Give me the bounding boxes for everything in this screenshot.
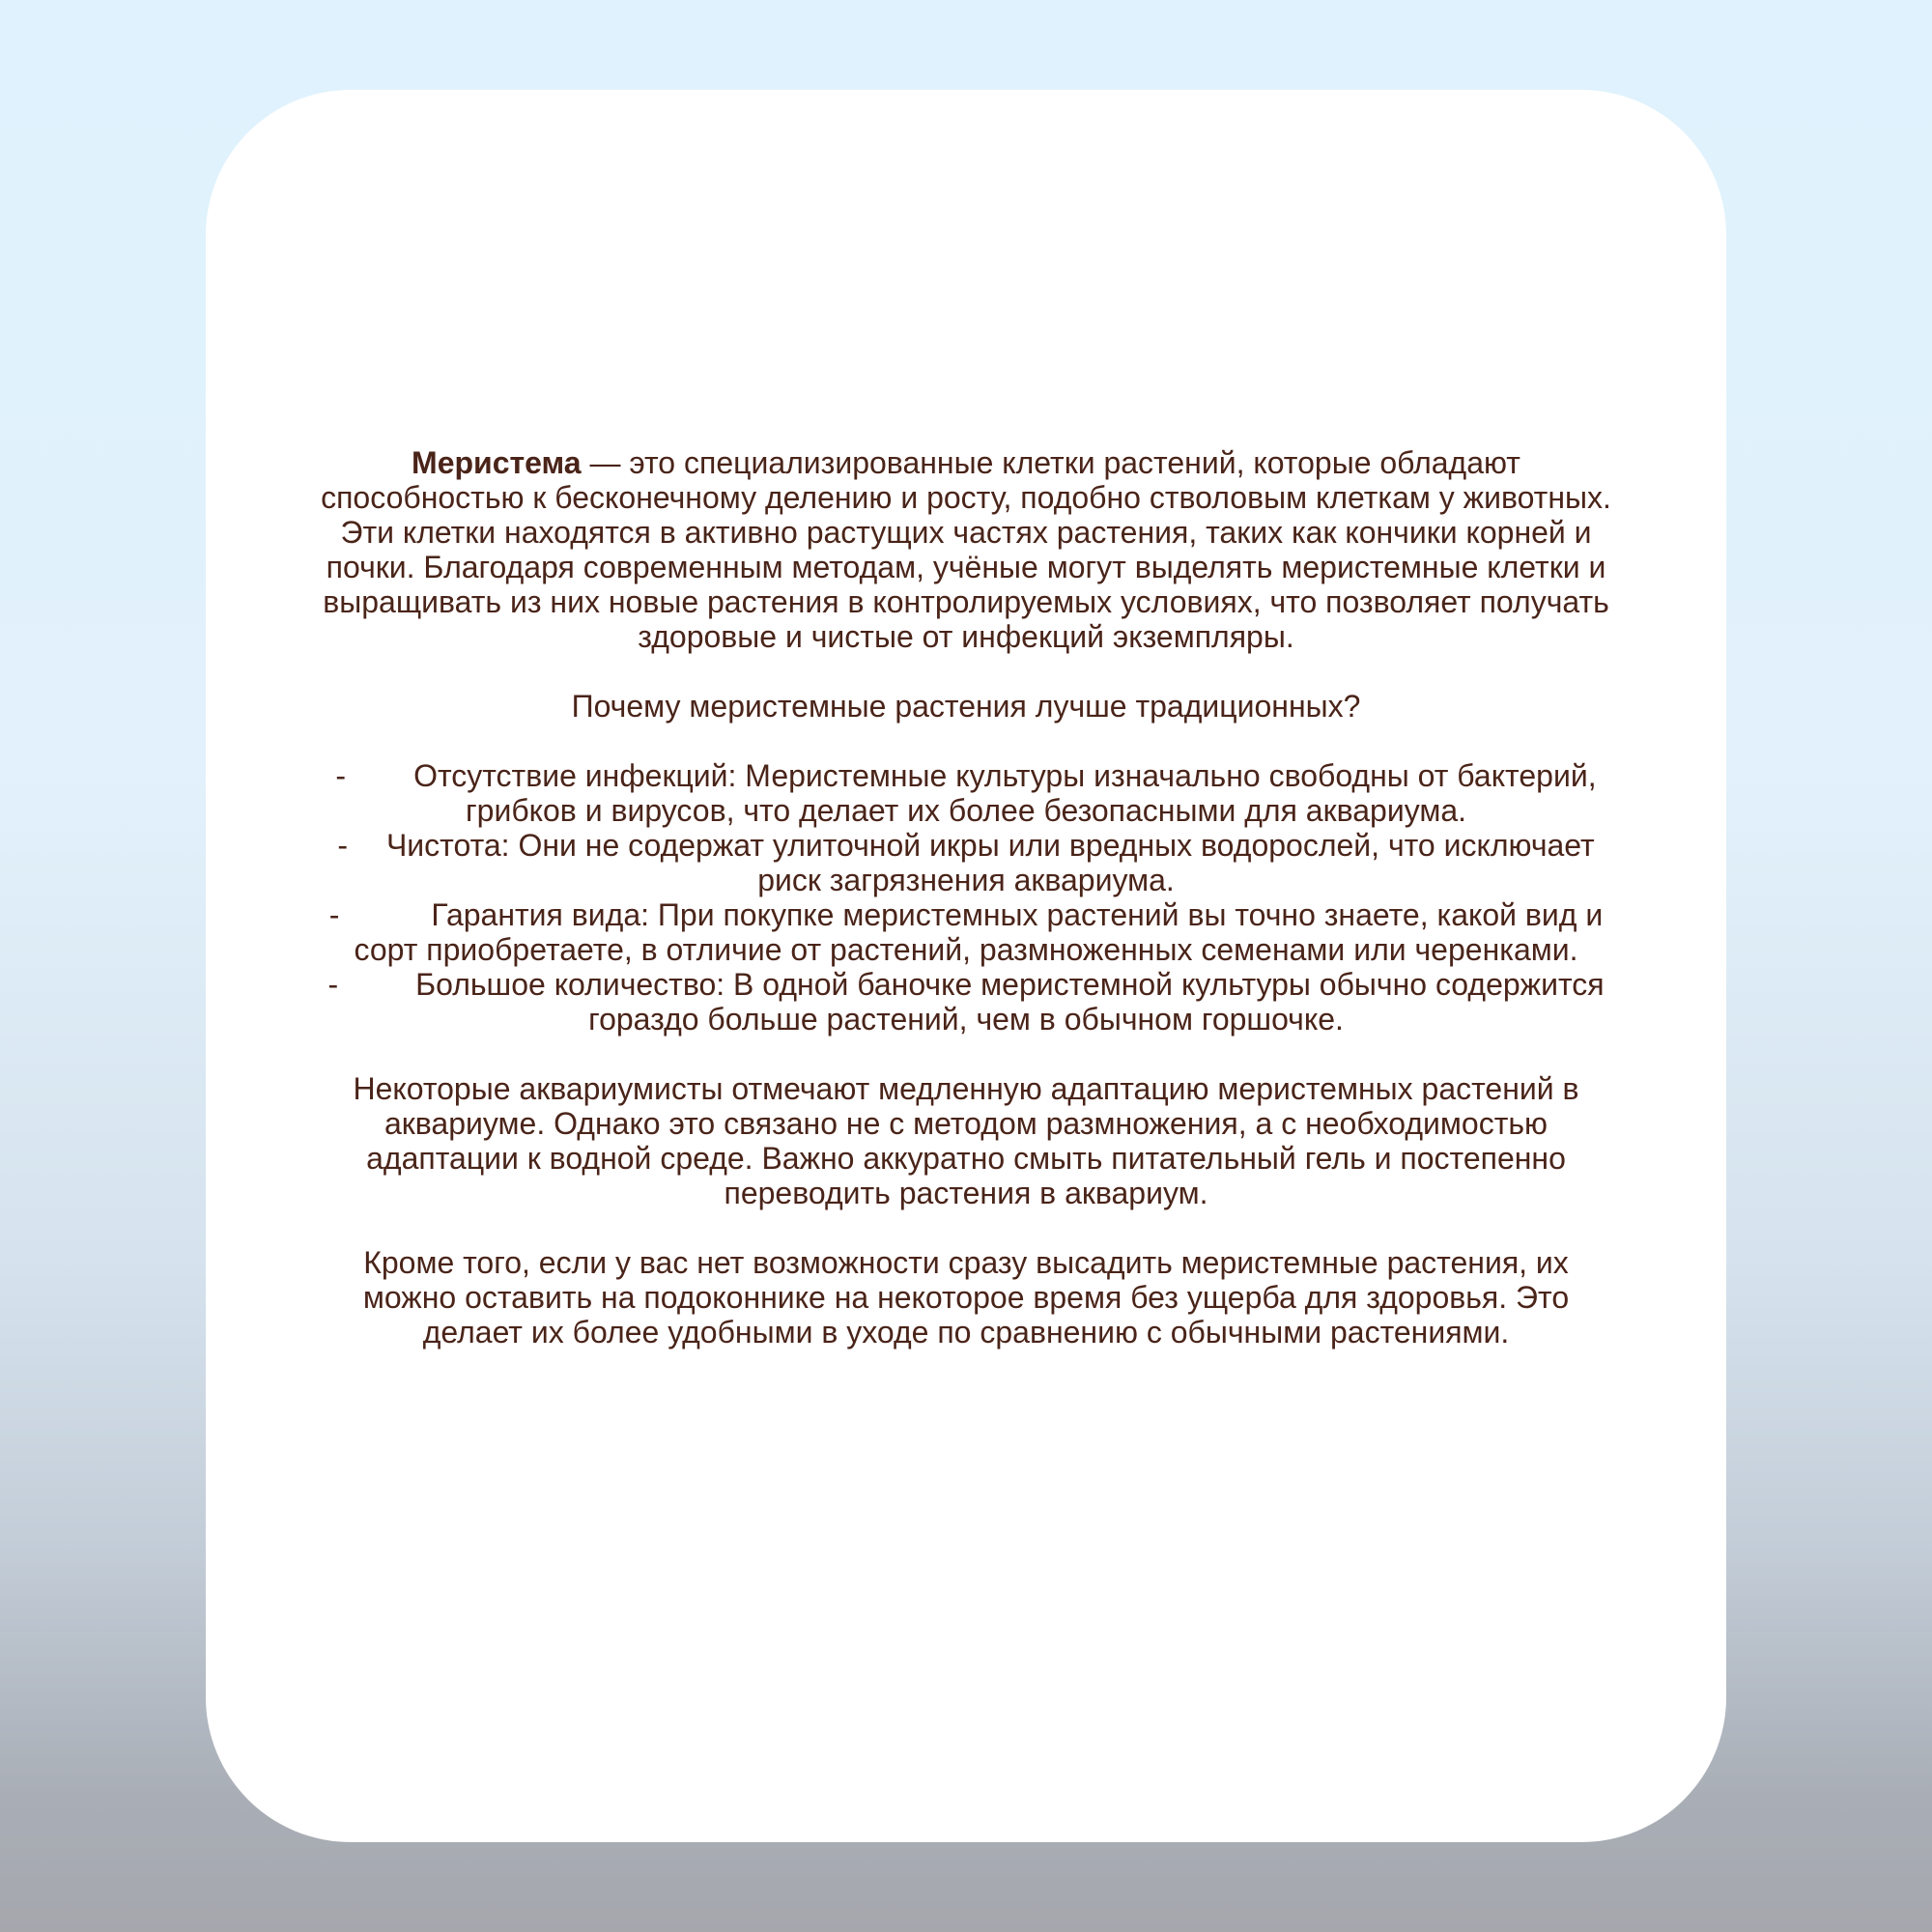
article-body [319, 445, 1613, 1350]
spacer [319, 654, 1613, 689]
spacer [319, 724, 1613, 758]
bullet-item-quantity [319, 967, 1613, 1037]
bullet-item-species-guarantee [319, 897, 1613, 967]
dash-marker: - [337, 828, 348, 863]
storage-paragraph: Кроме того, если у вас нет возможности сразу высадить меристемные растения, их можно оставить на подоконнике на некоторое время без ущерба для здоровья. Это делает их более удобными в уходе по сравнению с обычными растениями. [362, 1245, 1570, 1350]
intro-text: — это специализированные клетки растений, которые обладают способностью к бесконечному делению и росту, подобно стволовым клеткам у животных. Эти клетки находятся в активно растущих частях растения, таких как кончики корней и почки. Благодаря современным методам, учёные могут выделять меристемные клетки и выращивать из них новые растения в контролируемых условиях, что позволяет получать здоровые и чистые от инфекций экземпляры. [321, 445, 1611, 654]
term-meristem: Меристема [412, 445, 582, 480]
bullet-item-cleanliness [319, 828, 1613, 897]
bullet-text: Отсутствие инфекций: Меристемные культуры изначально свободны от бактерий, грибков и вирусов, что делает их более безопасными для аквариума. [413, 758, 1597, 828]
question-heading: Почему меристемные растения лучше традиционных? [571, 689, 1361, 724]
intro-paragraph [319, 445, 1613, 654]
bullet-text: Гарантия вида: При покупке меристемных растений вы точно знаете, какой вид и сорт приобретаете, в отличие от растений, размноженных семенами или черенками. [354, 897, 1604, 967]
bullet-text: Чистота: Они не содержат улиточной икры или вредных водорослей, что исключает риск загрязнения аквариума. [385, 828, 1595, 897]
adaptation-paragraph: Некоторые аквариумисты отмечают медленную адаптацию меристемных растений в аквариуме. Однако это связано не с методом размножения, а с необходимостью адаптации к водной среде. Важно аккуратно смыть питательный гель и постепенно переводить растения в аквариум. [353, 1071, 1579, 1210]
dash-marker: - [328, 897, 340, 932]
dash-marker: - [335, 758, 347, 793]
spacer [319, 1037, 1613, 1071]
bullet-item-no-infections [319, 758, 1613, 828]
spacer [319, 1210, 1613, 1245]
dash-marker: - [327, 967, 339, 1002]
bullet-text: Большое количество: В одной баночке меристемной культуры обычно содержится гораздо больше растений, чем в обычном горшочке. [415, 967, 1605, 1037]
